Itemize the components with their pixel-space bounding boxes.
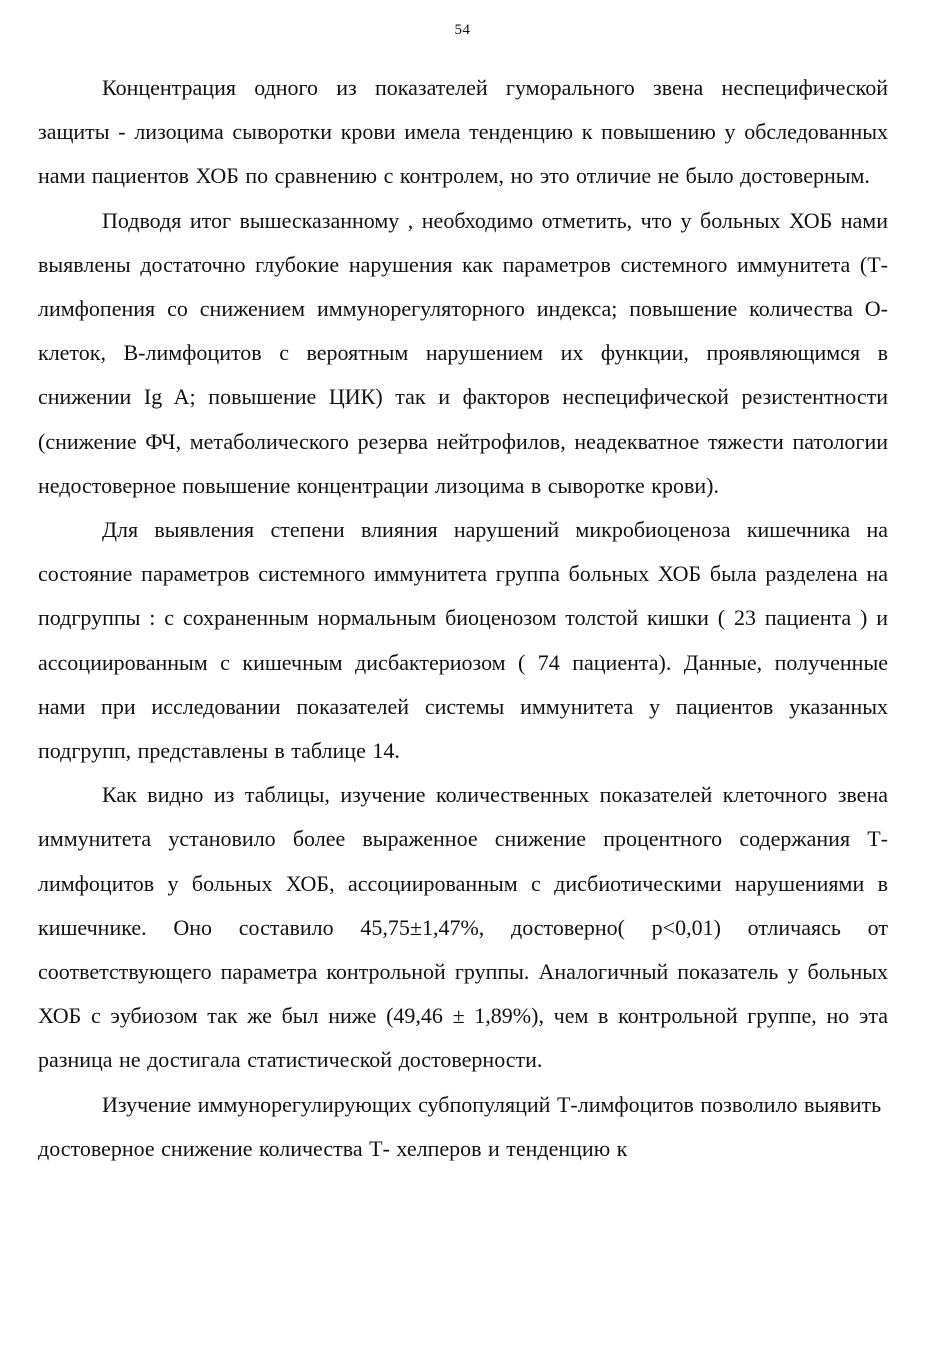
paragraph: Концентрация одного из показателей гуморального звена неспецифической защиты - лизоцима сыворотки крови имела тенденцию к повышению у обследованных нами пациентов ХОБ по сравнению с контролем, но это отличие не было достоверным. bbox=[38, 75, 888, 189]
page-number: 54 bbox=[454, 22, 471, 38]
paragraph: Изучение иммунорегулирующих субпопуляций Т-лимфоцитов позволило выявить достоверное снижение количества Т- хелперов и тенденцию к bbox=[38, 1091, 882, 1161]
document-body bbox=[38, 66, 888, 1171]
paragraph: Как видно из таблицы, изучение количественных показателей клеточного звена иммунитета установило более выраженное снижение процентного содержания Т-лимфоцитов у больных ХОБ, ассоциированным с дисбиотическими нарушениями в кишечнике. Оно составило 45,75±1,47%, достоверно( p<0,01) отличаясь от соответствующего параметра контрольной группы. Аналогичный показатель у больных ХОБ с эубиозом так же был ниже (49,46 ± 1,89%), чем в контрольной группе, но эта разница не достигала статистической достоверности. bbox=[38, 782, 888, 1073]
paragraph: Подводя итог вышесказанному , необходимо отметить, что у больных ХОБ нами выявлены достаточно глубокие нарушения как параметров системного иммунитета (Т-лимфопения со снижением иммунорегуляторного индекса; повышение количества О-клеток, В-лимфоцитов с вероятным нарушением их функции, проявляющимся в снижении Ig A; повышение ЦИК) так и факторов неспецифической резистентности (снижение ФЧ, метаболического резерва нейтрофилов, неадекватное тяжести патологии недостоверное повышение концентрации лизоцима в сыворотке крови). bbox=[38, 207, 888, 498]
paragraph: Для выявления степени влияния нарушений микробиоценоза кишечника на состояние параметров системного иммунитета группа больных ХОБ была разделена на подгруппы : с сохраненным нормальным биоценозом толстой кишки ( 23 пациента ) и ассоциированным с кишечным дисбактериозом ( 74 пациента). Данные, полученные нами при исследовании показателей системы иммунитета у пациентов указанных подгрупп, представлены в таблице 14. bbox=[38, 517, 888, 764]
